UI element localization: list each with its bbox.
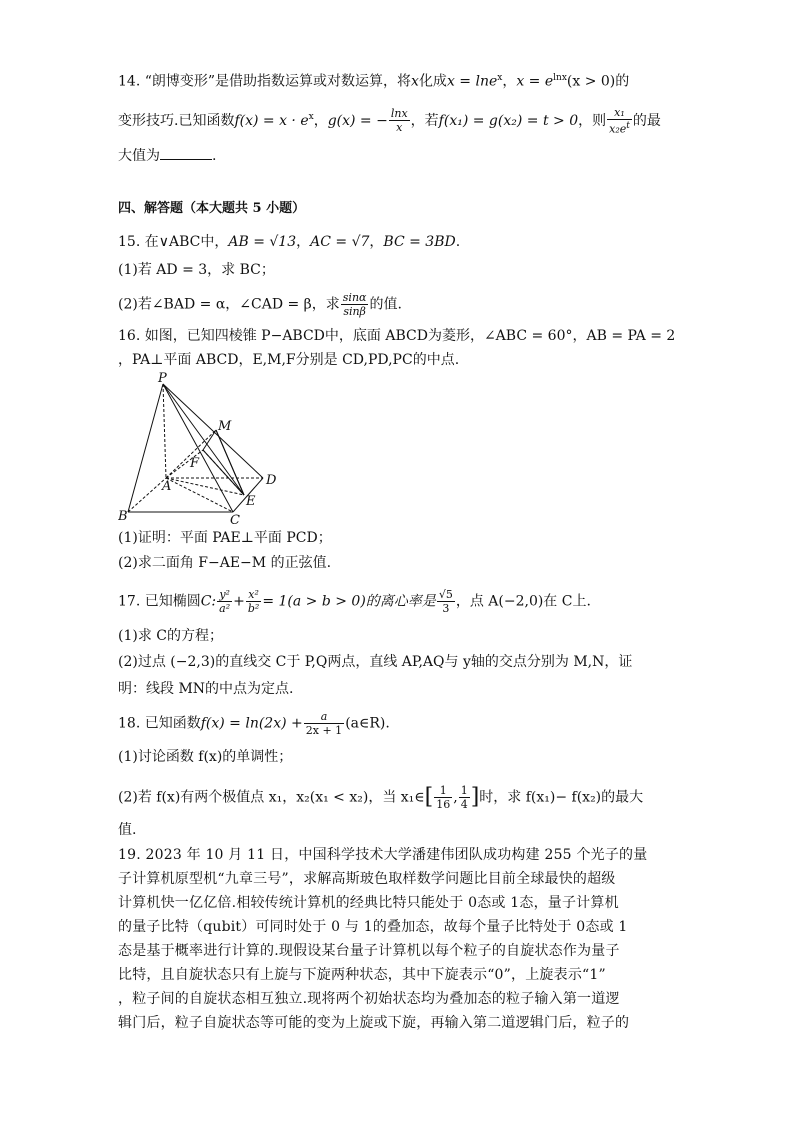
q14-line-1: 14. “朗博变形”是借助指数运算或对数运算，将x化成x = lne$^x$，$x = e^{lnx}(x > 0)$的 <box>118 73 630 90</box>
label-E: E <box>246 494 256 509</box>
answer-blank <box>160 145 212 160</box>
label-P: P <box>158 371 167 386</box>
q19-line-7: ，粒子间的自旋状态相互独立.现将两个初始状态均为叠加态的粒子输入第一道逻 <box>118 991 620 1007</box>
q17-part-2-line-1: (2)过点 (−2,3)的直线交 C于 P,Q两点，直线 AP,AQ与 y轴的交点分别为 M,N，证 <box>118 654 633 670</box>
q19-line-3: 计算机快一亿亿倍.相较传统计算机的经典比特只能处于 0态或 1态，量子计算机 <box>118 895 619 911</box>
q16-part-2: (2)求二面角 F−AE−M 的正弦值. <box>118 555 332 571</box>
q18-part-1: (1)讨论函数 f(x)的单调性； <box>118 749 293 765</box>
q15-stem: 15. 在∨ABC中，AB = √13，AC = √7，BC = 3BD. <box>118 234 461 250</box>
q14-frac-lnx: $\frac{\ln x}{x}$ <box>390 107 408 135</box>
q15-part-1: (1)若 AD = 3，求 BC； <box>118 262 275 278</box>
q19-line-1: 19. 2023 年 10 月 11 日，中国科学技术大学潘建伟团队成功构建 255 个光子的量 <box>118 847 648 863</box>
q14-line-2: 变形技巧.已知函数$f(x) = x \cdot e^x$，g(x) = − $\frac{\ln x}{x}$ ，若f(x₁) = g(x₂) = t > 0，则 $\frac{\text{x₁}}{x_2e^t}$ 的最 <box>118 106 661 136</box>
q17-frac-x: $\frac{\text{x²}}{\text{b²}}$ <box>247 588 260 615</box>
label-B: B <box>118 509 128 524</box>
q16-line-1: 16. 如图，已知四棱锥 P−ABCD中，底面 ABCD为菱形，∠ABC = 60°，AB = PA = 2 <box>118 328 676 344</box>
label-F: F <box>190 456 200 471</box>
q15-frac: $\frac{\sin\alpha}{\sin\beta}$ <box>342 291 367 318</box>
q17-frac-y: $\frac{\text{y²}}{\text{a²}}$ <box>219 588 231 615</box>
q14-line-3: 大值为 . <box>118 145 216 166</box>
q18-line-1: 18. 已知函数f(x) = ln(2x) + $\frac{a}{2x + 1}$ (a∈R). <box>118 710 390 737</box>
q19-line-8: 辑门后，粒子自旋状态等可能的变为上旋或下旋，再输入第二道逻辑门后，粒子的 <box>118 1015 630 1031</box>
q14-frac-target: $\frac{\text{x₁}}{x_2e^t}$ <box>609 106 630 136</box>
q17-part-2-line-2: 明：线段 MN的中点为定点. <box>118 681 294 697</box>
q18-part-2: (2)若 f(x)有两个极值点 x₁，x₂(x₁ < x₂)，当 x₁∈[ $\frac{1}{16}$ , $\frac{1}{4}$ ]时，求 f(x₁)− f(x₂)的最大 <box>118 784 644 811</box>
label-A: A <box>162 479 172 494</box>
label-M: M <box>218 419 232 434</box>
pyramid-figure <box>118 370 288 525</box>
q19-line-5: 态是基于概率进行计算的.现假设某台量子计算机以每个粒子的自旋状态作为量子 <box>118 943 620 959</box>
q18-frac-1-4: $\frac{1}{4}$ <box>460 784 468 811</box>
q16-part-1: (1)证明：平面 PAE⊥平面 PCD； <box>118 530 332 546</box>
q19-line-2: 子计算机原型机“九章三号”，求解高斯玻色取样数学问题比目前全球最快的超级 <box>118 871 616 887</box>
q18-part-2-line-2: 值. <box>118 822 137 838</box>
q16-line-2: ，PA⊥平面 ABCD，E,M,F分别是 CD,PD,PC的中点. <box>118 352 460 368</box>
q17-frac-e: $\frac{√5}{3}$ <box>438 588 453 615</box>
label-D: D <box>266 473 277 488</box>
q15-part-2: (2)若∠BAD = α，∠CAD = β，求 $\frac{\sin\alpha}{\sin\beta}$ 的值. <box>118 291 402 318</box>
q19-line-4: 的量子比特（qubit）可同时处于 0 与 1的叠加态，故每个量子比特处于 0态或 1 <box>118 919 628 935</box>
section-heading: 四、解答题（本大题共 5 小题） <box>118 201 306 216</box>
label-C: C <box>230 513 240 525</box>
q17-line-1: 17. 已知椭圆C: $\frac{\text{y²}}{\text{a²}}$ + $\frac{\text{x²}}{\text{b²}}$ = 1(a > b > 0)的离心率是 $\frac{√5}{3}$ ，点 A(−2,0)在 C上. <box>118 588 591 615</box>
q17-part-1: (1)求 C的方程； <box>118 628 223 644</box>
q18-frac-1-16: $\frac{1}{16}$ <box>436 784 451 811</box>
q18-frac: $\frac{a}{2x + 1}$ <box>305 710 343 737</box>
q19-line-6: 比特，且自旋状态只有上旋与下旋两种状态，其中下旋表示“0”，上旋表示“1” <box>118 967 606 983</box>
